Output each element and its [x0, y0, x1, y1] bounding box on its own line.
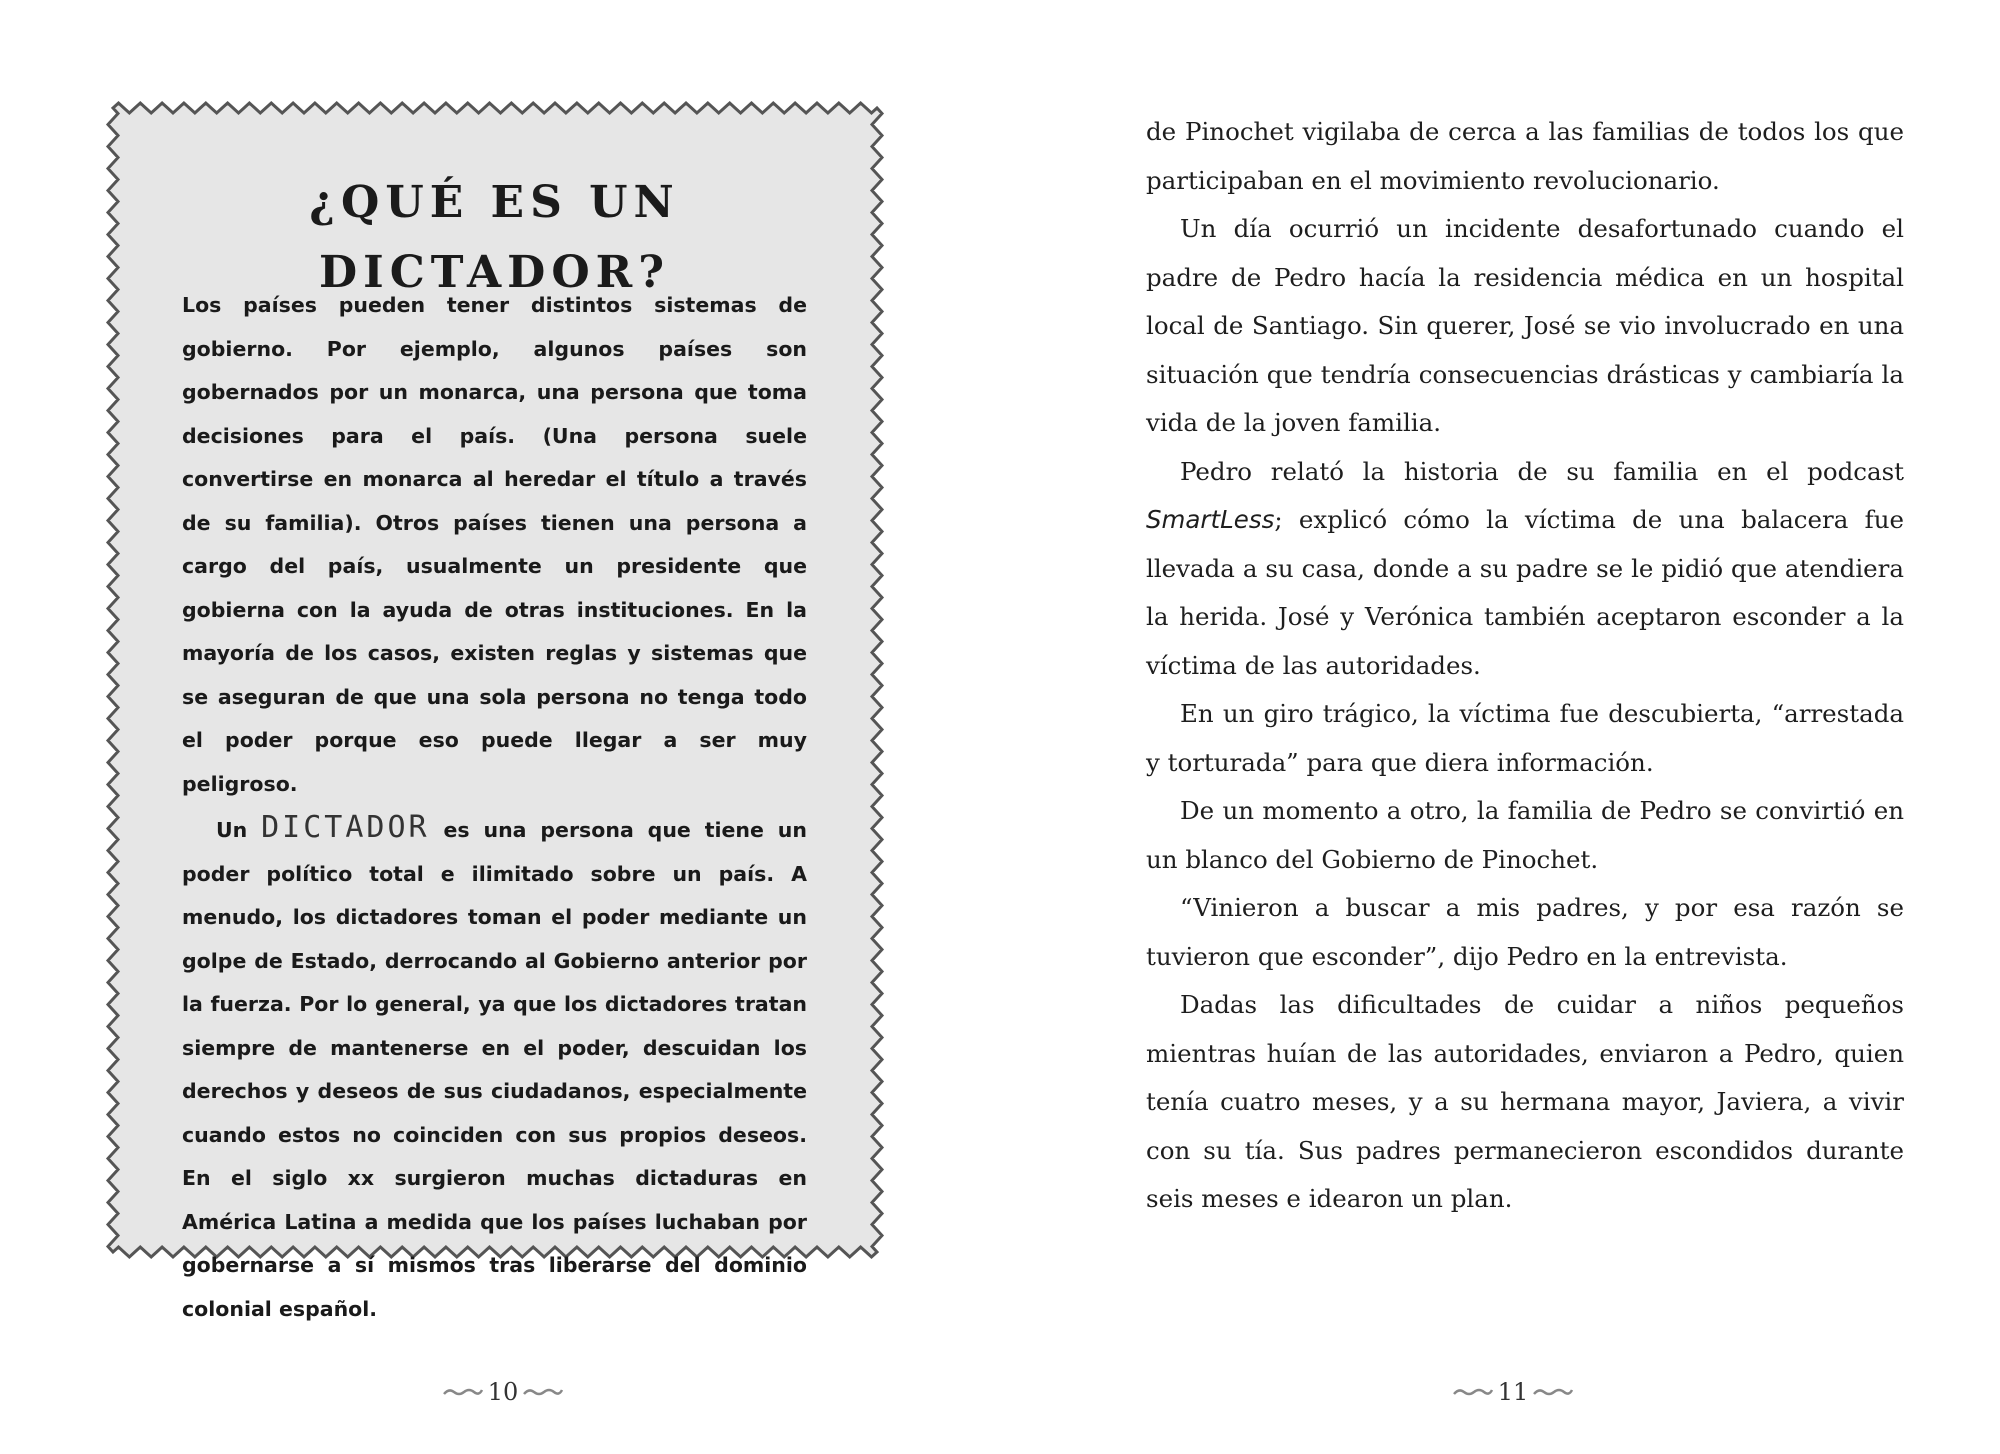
body-paragraph: En un giro trágico, la víctima fue descubierta, “arrestada y torturada” para que diera información. [1146, 699, 1904, 777]
page-number [1433, 1372, 1593, 1412]
page-number [423, 1372, 583, 1412]
page-number-text: 11 [1497, 1378, 1529, 1406]
sidebar-paragraph: Los países pueden tener distintos sistemas de gobierno. Por ejemplo, algunos países son gobernados por un monarca, una persona que toma decisiones para el país. (Una persona suele convertirse en monarca al heredar el título a través de su familia). Otros países tienen una persona a cargo del país, usualmente un presidente que gobierna con la ayuda de otras instituciones. En la mayoría de los casos, existen reglas y sistemas que se aseguran de que una sola persona no tenga todo el poder porque eso puede llegar a ser muy peligroso. [182, 293, 807, 796]
sidebar-box [182, 168, 807, 1331]
body-paragraph: Dadas las dificultades de cuidar a niños pequeños mientras huían de las autoridades, enviaron a Pedro, quien tenía cuatro meses, y a su hermana mayor, Javiera, a vivir con su tía. Sus padres permanecieron escondidos durante seis meses e idearon un plan. [1146, 990, 1904, 1213]
tilde-ornament-icon [1452, 1386, 1494, 1398]
tilde-ornament-icon [522, 1386, 564, 1398]
body-paragraph: De un momento a otro, la familia de Pedro se convirtió en un blanco del Gobierno de Pinochet. [1146, 796, 1904, 874]
highlighted-term: DICTADOR [261, 810, 430, 845]
paragraph-lead: Un [216, 818, 248, 842]
body-paragraph: “Vinieron a buscar a mis padres, y por esa razón se tuvieron que esconder”, dijo Pedro en la entrevista. [1146, 893, 1904, 971]
paragraph-rest: ; explicó cómo la víctima de una balacera fue llevada a su casa, donde a su padre se le pidió que atendiera la herida. José y Verónica también aceptaron esconder a la víctima de las autoridades. [1146, 505, 1904, 680]
sidebar-body [182, 284, 807, 1331]
body-paragraph [1146, 448, 1904, 691]
tilde-ornament-icon [1532, 1386, 1574, 1398]
paragraph-rest: es una persona que tiene un poder político total e ilimitado sobre un país. A menudo, los dictadores toman el poder mediante un golpe de Estado, derrocando al Gobierno anterior por la fuerza. Por lo general, ya que los dictadores tratan siempre de mantenerse en el poder, descuidan los derechos y deseos de sus ciudadanos, especialmente cuando estos no coinciden con sus propios deseos. En el siglo xx surgieron muchas dictaduras en América Latina a medida que los países luchaban por gobernarse a sí mismos tras liberarse del dominio colonial español. [182, 818, 807, 1321]
sidebar-paragraph [182, 806, 807, 1331]
sidebar-title: ¿QUÉ ES UN DICTADOR? [309, 177, 680, 298]
body-text [1146, 108, 1904, 1224]
right-page [1000, 0, 2000, 1454]
body-paragraph: de Pinochet vigilaba de cerca a las familias de todos los que participaban en el movimiento revolucionario. [1146, 117, 1904, 195]
page-number-text: 10 [487, 1378, 519, 1406]
paragraph-lead: Pedro relató la historia de su familia en el podcast [1180, 456, 1904, 486]
tilde-ornament-icon [442, 1386, 484, 1398]
body-paragraph: Un día ocurrió un incidente desafortunado cuando el padre de Pedro hacía la residencia médica en un hospital local de Santiago. Sin querer, José se vio involucrado en una situación que tendría consecuencias drásticas y cambiaría la vida de la joven familia. [1146, 214, 1904, 437]
podcast-title: SmartLess [1146, 505, 1275, 534]
